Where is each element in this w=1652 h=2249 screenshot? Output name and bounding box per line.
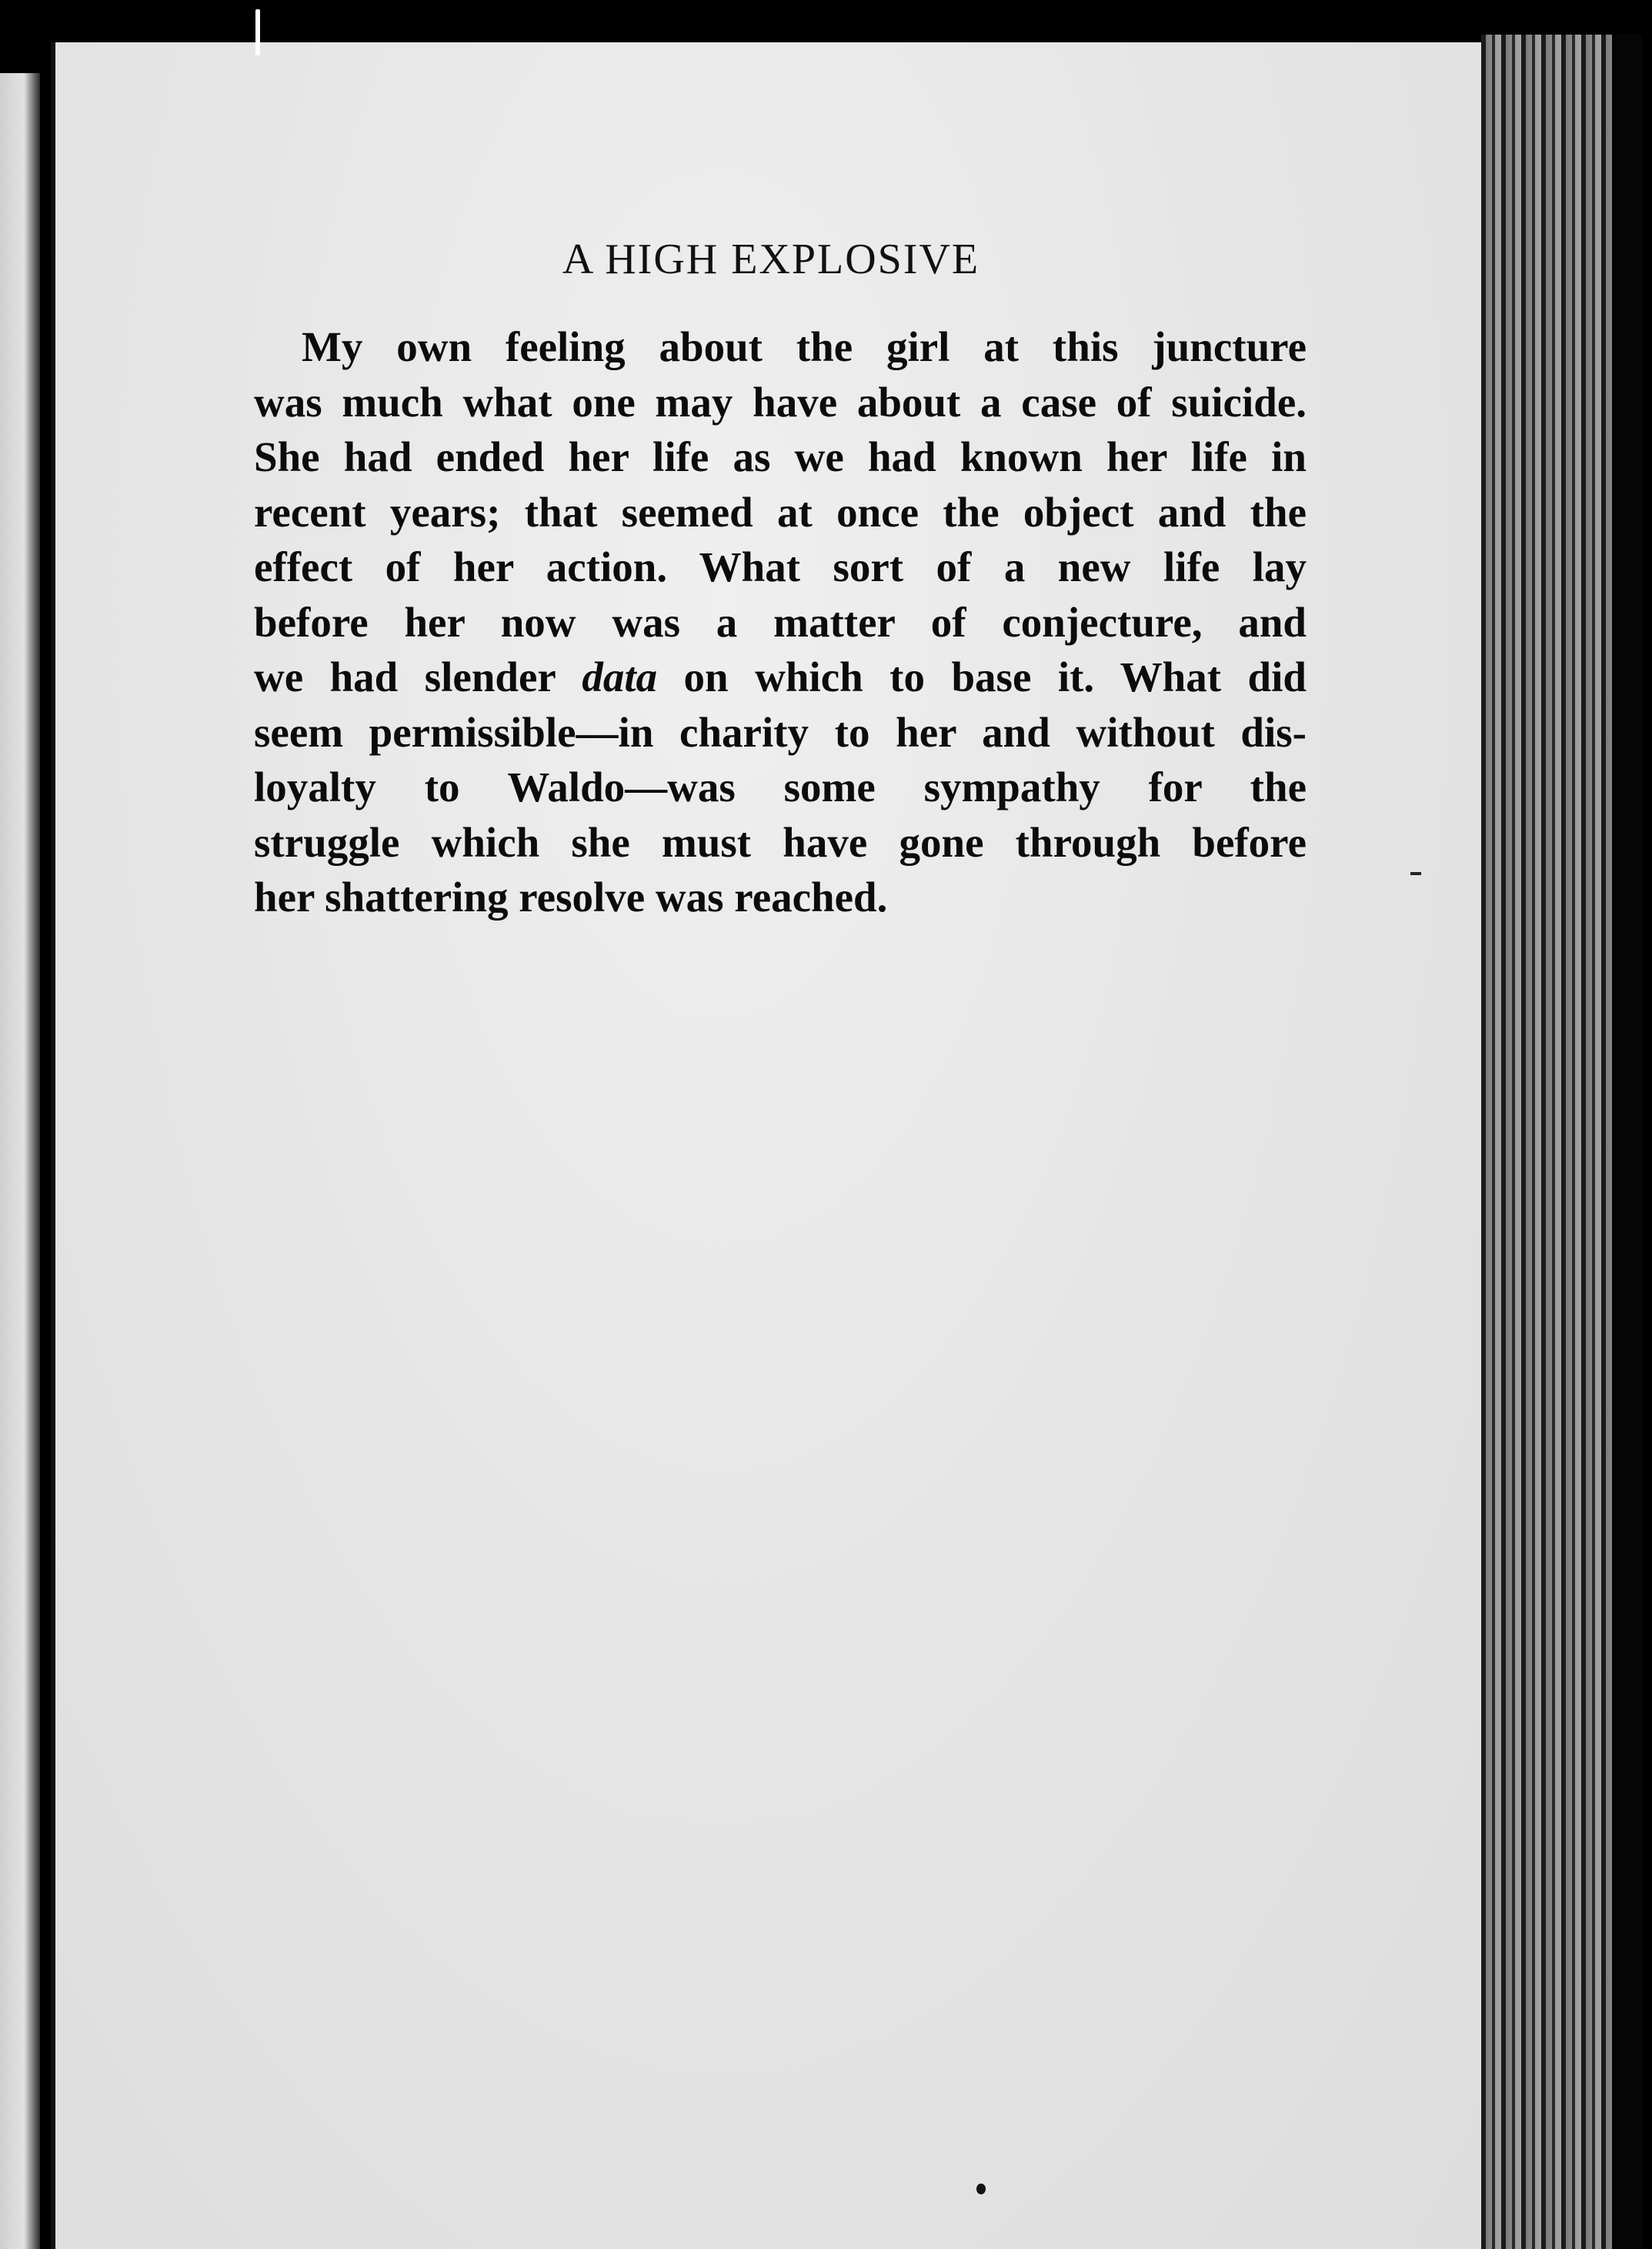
- book-page: [51, 42, 1536, 2249]
- text-line: loyalty to Waldo—was some sympathy for the: [254, 764, 1307, 810]
- text-line: seem permissible—in charity to her and without dis-: [254, 708, 1307, 756]
- text-line: effect of her action. What sort of a new life lay: [254, 543, 1307, 590]
- text-line: before her now was a matter of conjecture, and: [254, 598, 1307, 646]
- text-line: her shattering resolve was reached.: [254, 874, 888, 921]
- body-paragraph: [254, 319, 1307, 925]
- text-line: She had ended her life as we had known her life in: [254, 433, 1307, 480]
- italic-word: data: [582, 653, 658, 700]
- text-segment: we had slender: [254, 653, 582, 700]
- running-header: A HIGH EXPLOSIVE: [562, 236, 980, 283]
- ink-dot: [976, 2184, 986, 2194]
- text-line: was much what one may have about a case of suicide.: [254, 378, 1307, 426]
- page-block-edges: [1481, 35, 1643, 2249]
- facing-page-edge: [0, 73, 40, 2249]
- margin-mark: [1410, 872, 1421, 875]
- text-segment: on which to base it. What did: [657, 653, 1307, 700]
- text-line-with-italic: [254, 650, 1307, 705]
- text-line: My own feeling about the girl at this juncture: [302, 323, 1307, 370]
- text-line: recent years; that seemed at once the object and the: [254, 488, 1307, 536]
- text-line: struggle which she must have gone through before: [254, 818, 1307, 866]
- scan-artifact: [255, 9, 260, 55]
